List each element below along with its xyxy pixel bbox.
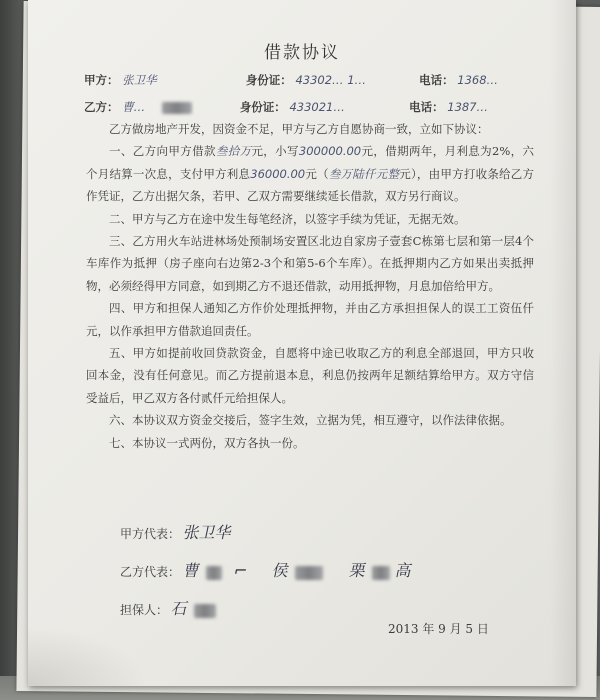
clause-4: 四、甲方和担保人通知乙方作价处理抵押物，并由乙方承担担保人的误工工资伍仟元，以作承担甲方借款追回责任。 xyxy=(86,301,534,338)
redaction-blur xyxy=(162,102,192,114)
guarantor-signature-line xyxy=(120,596,218,619)
clause-1 xyxy=(86,140,534,207)
party-b-label: 乙方： xyxy=(84,100,119,114)
party-a-label: 甲方： xyxy=(84,73,119,87)
party-b-signature-3-tail: 高 xyxy=(393,561,414,580)
clause-intro: 乙方做房地产开发，因资金不足，甲方与乙方自愿协商一致，立如下协议： xyxy=(109,122,489,136)
page-stain xyxy=(28,626,148,686)
clause-1-text-a: 一、乙方向甲方借款 xyxy=(109,144,216,159)
party-b-phone: 1387… xyxy=(447,100,489,114)
party-b-id: 433021… xyxy=(289,100,345,114)
clause-1-text-e: 元），由甲方打收条给乙方作凭证，乙方出据欠条，若甲、乙双方需要继续延长借款，双方另行商议。 xyxy=(86,166,535,204)
party-a-phone: 1368… xyxy=(457,73,499,87)
page-fold-shadow xyxy=(550,0,576,686)
party-a-phone-label: 电话： xyxy=(419,73,454,87)
party-b-rep-label: 乙方代表： xyxy=(120,565,181,579)
clause-1-interest-big-hand: 叁万陆仟元整 xyxy=(328,166,400,181)
clause-5: 五、甲方如提前收回贷款资金，自愿将中途已收取乙方的利息全部退回，甲方只收回本金，没有任何意见。而乙方提前退本息，利息仍按两年足额结算给甲方。双方守信受益后，甲乙双方各付贰仟元给担保人。 xyxy=(86,346,534,405)
document-page xyxy=(28,0,576,686)
party-b-phone-label: 电话： xyxy=(409,100,444,114)
party-a-name: 张卫华 xyxy=(122,73,157,87)
party-a-rep-label: 甲方代表： xyxy=(120,527,181,541)
clause-1-text-d: 元（ xyxy=(305,166,329,181)
redaction-blur xyxy=(372,566,390,580)
party-b-signature-1: 曹 xyxy=(181,561,202,580)
agreement-body xyxy=(86,118,534,454)
guarantor-signature: 石 xyxy=(169,599,190,618)
clause-1-amount-hand: 叁拾万 xyxy=(215,144,252,159)
clause-1-interest-small-hand: 36000.00 xyxy=(250,166,306,181)
clause-1-text-c: 元，借期两年，月利息为2%，六个月结算一次息，支付甲方利息 xyxy=(86,144,535,181)
party-b-line xyxy=(84,99,488,115)
party-a-line xyxy=(84,72,498,88)
party-a-signature: 张卫华 xyxy=(181,523,234,542)
clause-2: 二、甲方与乙方在途中发生每笔经济，以签字手续为凭证，无据无效。 xyxy=(109,211,466,226)
clause-6: 六、本协议双方资金交接后，签字生效，立据为凭，相互遵守，以作法律依据。 xyxy=(109,413,512,428)
party-b-signature-2: 侯 xyxy=(270,561,291,580)
clause-1-text-b: 元，小写 xyxy=(251,144,299,159)
clause-1-small-hand: 300000.00 xyxy=(298,144,362,159)
party-b-signature-1-tail: ⌐ xyxy=(231,561,249,580)
document-title: 借款协议 xyxy=(264,43,340,63)
party-a-id-label: 身份证： xyxy=(245,73,292,87)
clause-7: 七、本协议一式两份，双方各执一份。 xyxy=(109,435,305,450)
redaction-blur xyxy=(295,566,323,580)
party-a-id: 43302… 1… xyxy=(295,73,367,87)
party-b-signature-3: 栗 xyxy=(348,561,369,580)
party-b-name: 曹… xyxy=(122,100,146,114)
guarantor-label: 担保人： xyxy=(120,603,169,617)
party-a-signature-line xyxy=(120,520,232,543)
party-b-signature-line xyxy=(120,558,412,581)
document-date: 2013 年 9 月 5 日 xyxy=(388,622,489,636)
redaction-blur xyxy=(194,604,216,618)
redaction-blur xyxy=(206,566,222,580)
clause-3: 三、乙方用火车站进林场处预制场安置区北边自家房子壹套C栋第七层和第一层4个车库作为抵押（房子座向右边第2-3个和第5-6个车库）。在抵押期内乙方如果出卖抵押物，必须经得甲方同意，如到期乙方不退还借款，动用抵押物，月息加倍给甲方。 xyxy=(86,234,534,293)
party-b-id-label: 身份证： xyxy=(239,100,286,114)
